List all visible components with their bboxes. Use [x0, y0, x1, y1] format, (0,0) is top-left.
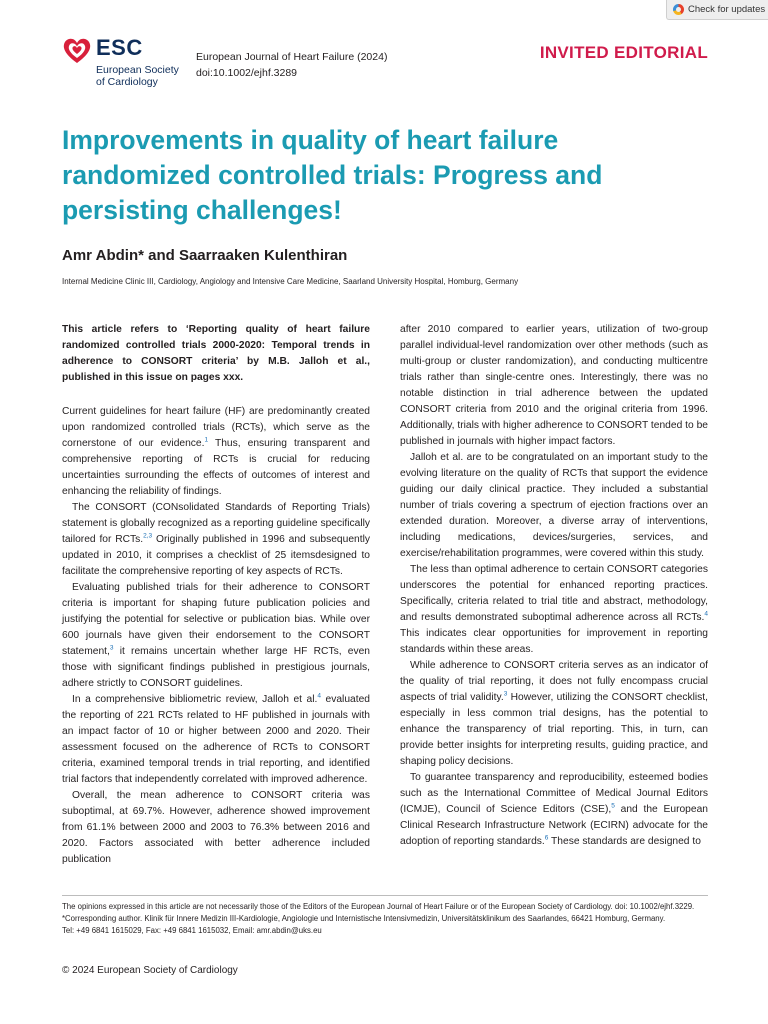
paragraph: Evaluating published trials for their adherence to CONSORT criteria is important for shaping future publication policies and justifying the potential for selective or publication bias. While over 600 journals have given their endorsement to the CONSORT statement,$^3$ it remains uncertain whether large HF RCTs, even those with significant findings published in prestigious journals, adhere strictly to CONSORT guidelines.	[62, 582, 370, 689]
reference-link[interactable]: 1	[204, 436, 209, 444]
paragraph: Current guidelines for heart failure (HF) are predominantly created upon randomized controlled trials (RCTs), which serve as the cornerstone of our evidence.$^1$ Thus, ensuring transparent and comprehensive reporting of RCTs is crucial for reducing uncertainties surrounding the effects of outcomes of interest and enhancing the reliability of findings.	[62, 406, 370, 497]
paragraph: Jalloh et al. are to be congratulated on an important study to the evolving literature on the quality of RCTs that support the evidence guiding our daily clinical practice. They included a substantial number of trials covering a spectrum of ejection fractions over an extended duration. Moreover, a diverse array of interventions, including medications, devices/surgeries, services, and exercise/rehabilitation programmes, were covered within this study.	[400, 452, 708, 559]
copyright-notice: © 2024 European Society of Cardiology	[62, 965, 238, 976]
paragraph: Overall, the mean adherence to CONSORT criteria was suboptimal, at 69.7%. However, adherence showed improvement from 61.1% between 2000 and 2003 to 76.3% between 2016 and 2020. Factors associated with better adherence included publication	[62, 790, 370, 865]
author-affiliation: Internal Medicine Clinic III, Cardiology, Angiology and Intensive Care Medicine, Saarland University Hospital, Homburg, Germany	[62, 277, 519, 286]
paragraph: While adherence to CONSORT criteria serves as an indicator of the quality of trial reporting, it does not fully encompass crucial aspects of trial validity.$^3$ However, utilizing the CONSORT checklist, especially in less common trial designs, has the potential to enhance the transparency of trial reporting. This, in turn, can provide better insights for interpreting results, guiding practice, and shaping policy decisions.	[400, 660, 708, 767]
paragraph: The CONSORT (CONsolidated Standards of Reporting Trials) statement is globally recognized as a reporting guideline specifically tailored for RCTs.$^{2,3}$ Originally published in 1996 and subsequently updated in 2010, it comprises a checklist of 25 itemsdesigned to facilitate the comprehensive reporting of key aspects of RCTs.	[62, 502, 370, 577]
reference-link[interactable]: 6	[544, 834, 549, 842]
journal-citation	[196, 49, 387, 81]
paragraph: To guarantee transparency and reproducibility, esteemed bodies such as the International Committee of Medical Journal Editors (ICMJE), Council of Science Editors (CSE),$^5$ and the European Clinical Research Infrastructure Network (ECIRN) advocate for the adoption of reporting standards.$^6$ These standards are designed to	[400, 772, 708, 847]
reference-link[interactable]: 5	[611, 802, 615, 810]
opinion-disclaimer: The opinions expressed in this article are not necessarily those of the Editors of the European Journal of Heart Failure or of the European Society of Cardiology. doi: 10.1002/ejhf.3229.	[62, 902, 695, 911]
esc-logo	[62, 36, 192, 92]
contact-details: Tel: +49 6841 1615029, Fax: +49 6841 1615032, Email: amr.abdin@uks.eu	[62, 926, 322, 935]
reference-link[interactable]: 4	[317, 692, 321, 700]
reference-link[interactable]: 3	[503, 690, 508, 698]
right-text-column	[400, 322, 708, 850]
heart-logo-icon	[62, 36, 92, 66]
reference-link[interactable]: 4	[704, 610, 708, 618]
paragraph: after 2010 compared to earlier years, utilization of two-group parallel individual-level randomization over other methods (such as multi-group or cluster randomization), and conducting multicentre trials rather than single-centre ones. Interestingly, there was no notable distinction in trial adherence between the updated CONSORT criteria from 2010 and the original criteria from 1996. Additionally, trials with higher adherence to CONSORT tended to be published in journals with higher impact factors.	[400, 324, 708, 447]
logo-wordmark: ESC	[96, 35, 143, 60]
referenced-article-note: This article refers to ‘Reporting quality of heart failure randomized controlled trials 2000-2020: Temporal trends in adherence to CONSORT criteria’ by M.B. Jalloh et al., published in this issue on pages xxx.	[62, 324, 370, 383]
logo-society-name: European Society of Cardiology	[96, 64, 179, 88]
footnote-divider	[62, 895, 708, 896]
reference-link[interactable]: 2,3	[143, 532, 153, 540]
section-label: INVITED EDITORIAL	[539, 43, 708, 62]
check-for-updates-label: Check for updates	[688, 4, 766, 15]
paragraph: In a comprehensive bibliometric review, Jalloh et al.$^4$ evaluated the reporting of 221 RCTs related to HF published in journals with an impact factor of 10 or higher between 2000 and 2020. Their assessment focused on the adherence of RCTs to CONSORT criteria, examined temporal trends in trial reporting, and identified trial factors that independently correlated with improved adherence.	[62, 692, 370, 785]
reference-link[interactable]: 3	[109, 644, 114, 652]
check-for-updates-button[interactable]	[666, 0, 768, 20]
article-title: Improvements in quality of heart failure randomized controlled trials: Progress and persisting challenges!	[62, 125, 603, 225]
journal-doi[interactable]: doi:10.1002/ejhf.3289	[196, 67, 298, 79]
crossmark-icon	[673, 4, 684, 15]
author-list: Amr Abdin* and Saarraaken Kulenthiran	[62, 247, 348, 264]
footnotes	[62, 901, 712, 937]
corresponding-author: *Corresponding author. Klinik für Innere Medizin III-Kardiologie, Angiologie und Internistische Intensivmedizin, Universitätsklinikum des Saarlandes, 66421 Homburg, Germany.	[62, 914, 666, 923]
left-text-column	[62, 322, 370, 868]
journal-name: European Journal of Heart Failure (2024)	[196, 51, 388, 63]
paragraph: The less than optimal adherence to certain CONSORT categories underscores the potential for enhanced reporting practices. Specifically, criteria related to trial title and abstract, methodology, and results demonstrated suboptimal adherence across all RCTs.$^4$ This indicates clear opportunities for improvement in reporting standards within these areas.	[400, 564, 708, 655]
